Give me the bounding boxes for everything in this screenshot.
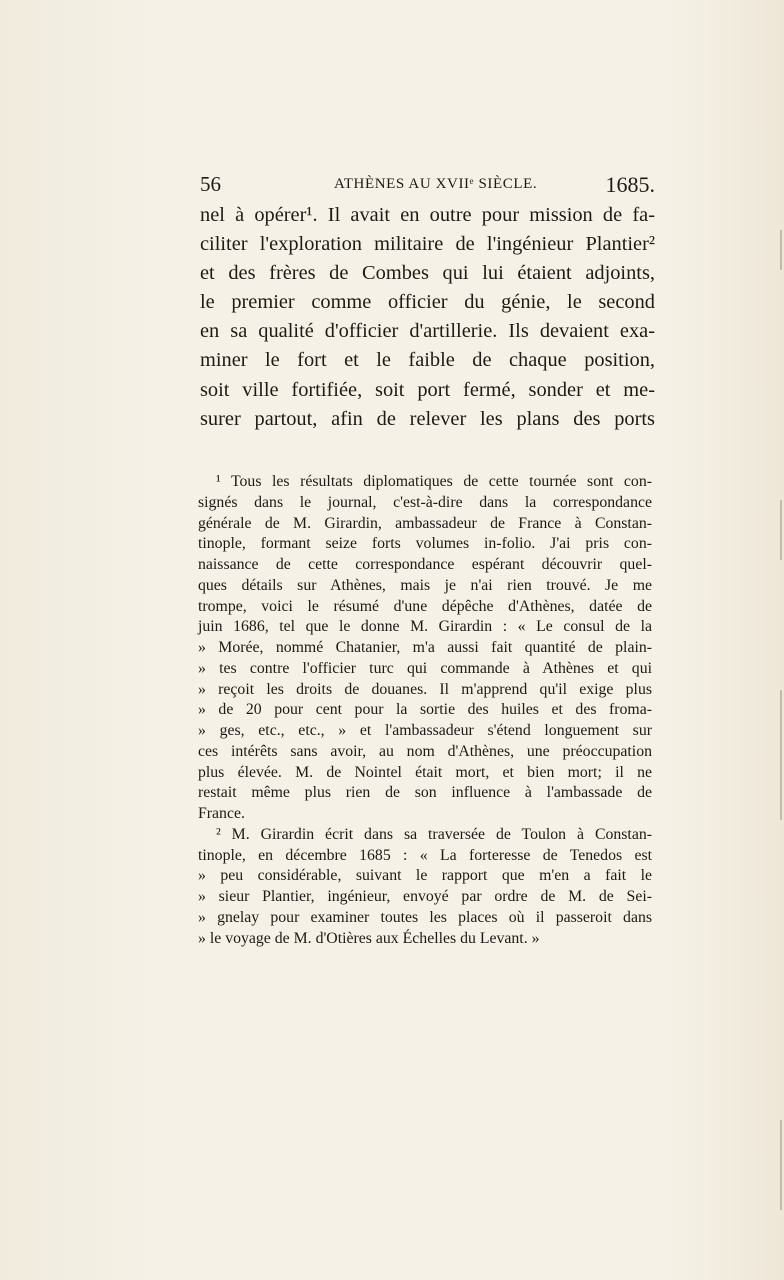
page-edge-mark: [780, 690, 782, 820]
footnote-line: restait même plus rien de son influence à l'ambassade de: [198, 784, 652, 802]
page-edge-mark: [780, 1120, 782, 1210]
body-line: soit ville fortifiée, soit port fermé, sonder et me-: [200, 378, 655, 401]
footnote-line: plus élevée. M. de Nointel était mort, et bien mort; il ne: [198, 763, 652, 781]
footnote-line: France.: [198, 805, 245, 822]
footnote-line: juin 1686, tel que le donne M. Girardin : « Le consul de la: [198, 618, 652, 636]
footnote-line: » peu considérable, suivant le rapport que m'en a fait le: [198, 867, 652, 885]
footnote-line: » de 20 pour cent pour la sortie des huiles et des froma-: [198, 701, 652, 719]
footnote-line: » reçoit les droits de douanes. Il m'apprend qu'il exige plus: [198, 680, 652, 698]
footnote-line: ¹ Tous les résultats diplomatiques de cette tournée sont con-: [216, 473, 652, 490]
footnotes: [198, 472, 652, 949]
body-line: le premier comme officier du génie, le second: [200, 291, 655, 314]
footnote-line: » gnelay pour examiner toutes les places où il passeroit dans: [198, 908, 652, 926]
footnote-line: » Morée, nommé Chatanier, m'a aussi fait quantité de plain-: [198, 639, 652, 656]
footnote-line: » ges, etc., etc., » et l'ambassadeur s'étend longuement sur: [198, 722, 652, 739]
running-year: 1685.: [605, 172, 655, 197]
footnote-line: » tes contre l'officier turc qui commande à Athènes et qui: [198, 659, 652, 677]
body-line: surer partout, afin de relever les plans des ports: [200, 407, 655, 430]
body-line: et des frères de Combes qui lui étaient adjoints,: [200, 262, 655, 285]
footnote-line: ques détails sur Athènes, mais je n'ai rien trouvé. Je me: [198, 576, 652, 594]
footnote-line: tinople, en décembre 1685 : « La forteresse de Tenedos est: [198, 846, 652, 864]
body-line: nel à opérer¹. Il avait en outre pour mission de fa-: [200, 204, 655, 226]
footnote-line: tinople, formant seize forts volumes in-folio. J'ai pris con-: [198, 535, 652, 553]
body-line: en sa qualité d'officier d'artillerie. Ils devaient exa-: [200, 320, 655, 343]
page-edge-mark: [780, 230, 782, 270]
running-title: ATHÈNES AU XVIIᵉ SIÈCLE.: [334, 176, 538, 192]
footnote-2: [198, 825, 652, 950]
body-line: miner le fort et le faible de chaque position,: [200, 349, 655, 372]
footnote-1: [198, 472, 652, 825]
body-line: ciliter l'exploration militaire de l'ingénieur Plantier²: [200, 233, 655, 256]
footnote-line: générale de M. Girardin, ambassadeur de France à Constan-: [198, 514, 652, 532]
page-number: 56: [200, 172, 221, 196]
footnote-line: naissance de cette correspondance espérant découvrir quel-: [198, 556, 652, 573]
footnote-line: signés dans le journal, c'est-à-dire dans la correspondance: [198, 493, 652, 511]
footnote-line: trompe, voici le résumé d'une dépêche d'Athènes, datée de: [198, 597, 652, 615]
page-edge-mark: [780, 500, 782, 560]
footnote-line: ces intérêts sans avoir, au nom d'Athènes, une préoccupation: [198, 742, 652, 760]
footnote-line: ² M. Girardin écrit dans sa traversée de Toulon à Constan-: [216, 825, 652, 843]
body-paragraph: [200, 201, 655, 434]
footnote-line: » sieur Plantier, ingénieur, envoyé par ordre de M. de Sei-: [198, 888, 652, 905]
running-head: [200, 172, 655, 200]
footnote-line: » le voyage de M. d'Otières aux Échelles du Levant. »: [198, 929, 540, 947]
